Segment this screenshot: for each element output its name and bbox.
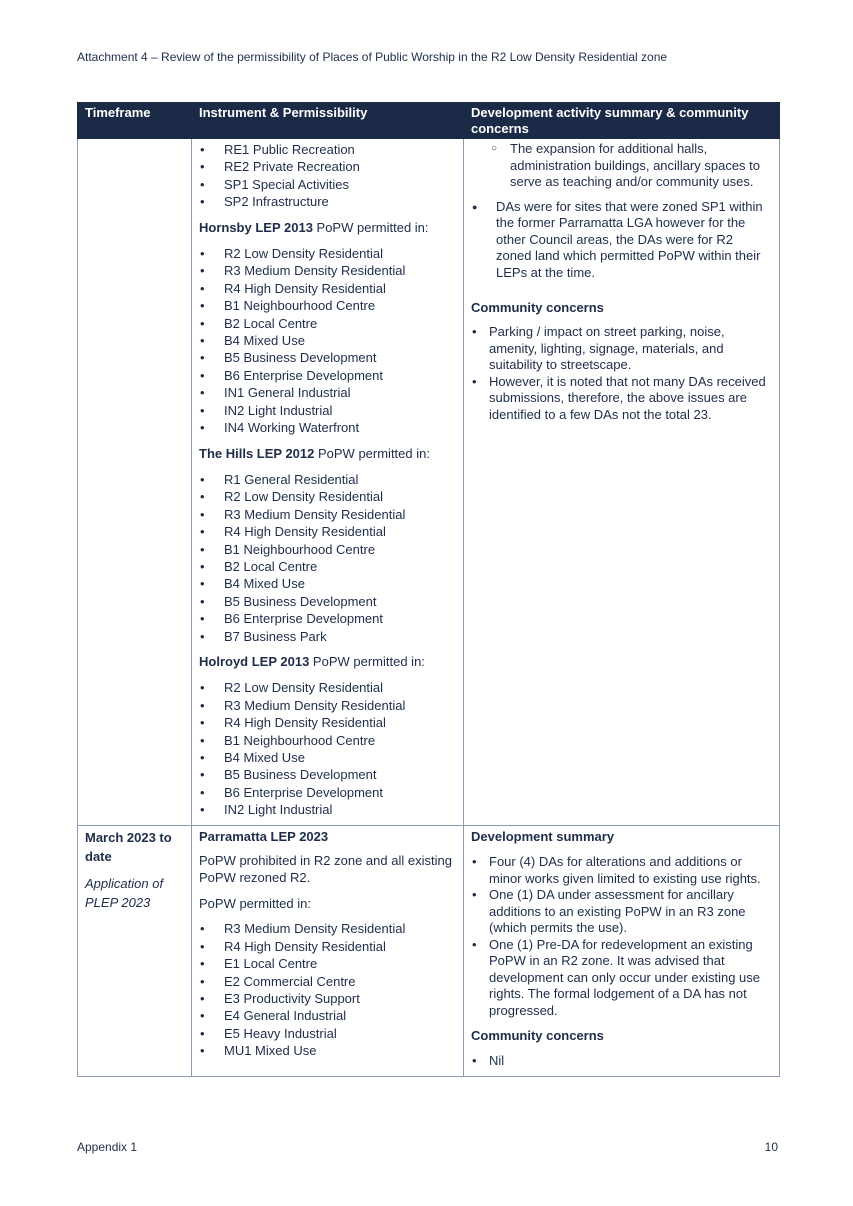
list-item: • R2 Low Density Residential [199,245,456,262]
development-cell [464,139,780,826]
hornsby-zone-list [199,245,456,436]
page-header: Attachment 4 – Review of the permissibility of Places of Public Worship in the R2 Low Density Residential zone [77,50,668,64]
list-item: • IN2 Light Industrial [199,801,456,818]
hills-zone-list [199,471,456,645]
plep-zone-list [199,920,456,1059]
list-item: • B4 Mixed Use [199,575,456,592]
holroyd-zone-list [199,679,456,818]
community-concerns-list [471,1053,772,1070]
list-item: • B6 Enterprise Development [199,784,456,801]
timeframe-date: March 2023 to date [85,829,172,864]
list-item: • R3 Medium Density Residential [199,262,456,279]
list-item: • SP2 Infrastructure [199,193,456,210]
column-header-instrument: Instrument & Permissibility [192,103,464,139]
list-item: • R3 Medium Density Residential [199,697,456,714]
development-summary-heading: Development summary [471,828,615,844]
development-summary-list [471,854,772,1019]
list-item: ○ The expansion for additional halls, administration buildings, ancillary spaces to serve as teaching and/or community uses. [471,141,772,191]
list-item: • E1 Local Centre [199,955,456,972]
list-item: • B1 Neighbourhood Centre [199,297,456,314]
list-item: • E2 Commercial Centre [199,973,456,990]
instrument-title: Parramatta LEP 2023 [199,828,329,844]
page-number: 10 [764,1140,778,1154]
list-item: • R4 High Density Residential [199,938,456,955]
list-item: • B5 Business Development [199,766,456,783]
list-item: • B5 Business Development [199,349,456,366]
list-item: • MU1 Mixed Use [199,1042,456,1059]
holroyd-lep-heading: Holroyd LEP 2013 PoPW permitted in: [199,653,425,669]
list-item: • Parking / impact on street parking, noise, amenity, lighting, signage, materials, and suitability to streetscape. [471,324,772,374]
list-item: • One (1) DA under assessment for ancillary additions to an existing PoPW in an R3 zone (which permits the use). [471,887,772,937]
development-cell [464,825,780,1076]
community-concerns-heading: Community concerns [471,300,604,315]
list-item: • However, it is noted that not many DAs received submissions, therefore, the above issues are identified to a few DAs not the total 23. [471,374,772,424]
permitted-intro: PoPW permitted in: [199,896,311,912]
instrument-cell [192,825,464,1076]
column-header-development: Development activity summary & community concerns [464,103,780,139]
list-item: • Four (4) DAs for alterations and additions or minor works given limited to existing use rights. [471,854,772,887]
list-item: • IN2 Light Industrial [199,402,456,419]
list-item: • B4 Mixed Use [199,332,456,349]
table-row [78,139,780,826]
column-header-timeframe: Timeframe [78,103,192,139]
development-sub-list [471,141,772,191]
hills-lep-heading: The Hills LEP 2012 PoPW permitted in: [199,445,430,461]
list-item: • B2 Local Centre [199,558,456,575]
table-row [78,825,780,1076]
list-item: • SP1 Special Activities [199,176,456,193]
table-header-row [78,103,780,139]
instrument-cell [192,139,464,826]
list-item: ● DAs were for sites that were zoned SP1 within the former Parramatta LGA however for the other Council areas, the DAs were for R2 zoned land which permitted PoPW within their LEPs at the time. [471,199,772,282]
list-item: • IN4 Working Waterfront [199,419,456,436]
community-concerns-list [471,324,772,423]
list-item: • R1 General Residential [199,471,456,488]
list-item: • B5 Business Development [199,593,456,610]
list-item: • One (1) Pre-DA for redevelopment an existing PoPW in an R2 zone. It was advised that development can only occur under existing use rights. The formal lodgement of a DA has not progressed. [471,937,772,1020]
list-item: • B6 Enterprise Development [199,610,456,627]
list-item: • B2 Local Centre [199,315,456,332]
footer-appendix: Appendix 1 [77,1140,138,1154]
community-concerns-heading: Community concerns [471,1028,604,1044]
list-item: • RE1 Public Recreation [199,141,456,158]
timeframe-cell [78,139,192,826]
timeframe-cell [78,825,192,1076]
hornsby-lep-heading: Hornsby LEP 2013 PoPW permitted in: [199,219,429,235]
list-item: • Nil [471,1053,772,1070]
timeframe-application: Application of PLEP 2023 [85,875,164,910]
list-item: • B1 Neighbourhood Centre [199,541,456,558]
review-table [77,102,780,1077]
development-list [471,199,772,282]
list-item: • B1 Neighbourhood Centre [199,732,456,749]
list-item: • E5 Heavy Industrial [199,1025,456,1042]
initial-zone-list [199,141,456,211]
list-item: • R4 High Density Residential [199,714,456,731]
list-item: • E4 General Industrial [199,1007,456,1024]
list-item: • B6 Enterprise Development [199,367,456,384]
list-item: • R2 Low Density Residential [199,488,456,505]
list-item: • R3 Medium Density Residential [199,920,456,937]
list-item: • IN1 General Industrial [199,384,456,401]
list-item: • R3 Medium Density Residential [199,506,456,523]
list-item: • R4 High Density Residential [199,523,456,540]
list-item: • E3 Productivity Support [199,990,456,1007]
list-item: • B4 Mixed Use [199,749,456,766]
list-item: • B7 Business Park [199,628,456,645]
prohibited-text: PoPW prohibited in R2 zone and all existing PoPW rezoned R2. [199,853,452,885]
list-item: • R2 Low Density Residential [199,679,456,696]
list-item: • R4 High Density Residential [199,280,456,297]
list-item: • RE2 Private Recreation [199,158,456,175]
